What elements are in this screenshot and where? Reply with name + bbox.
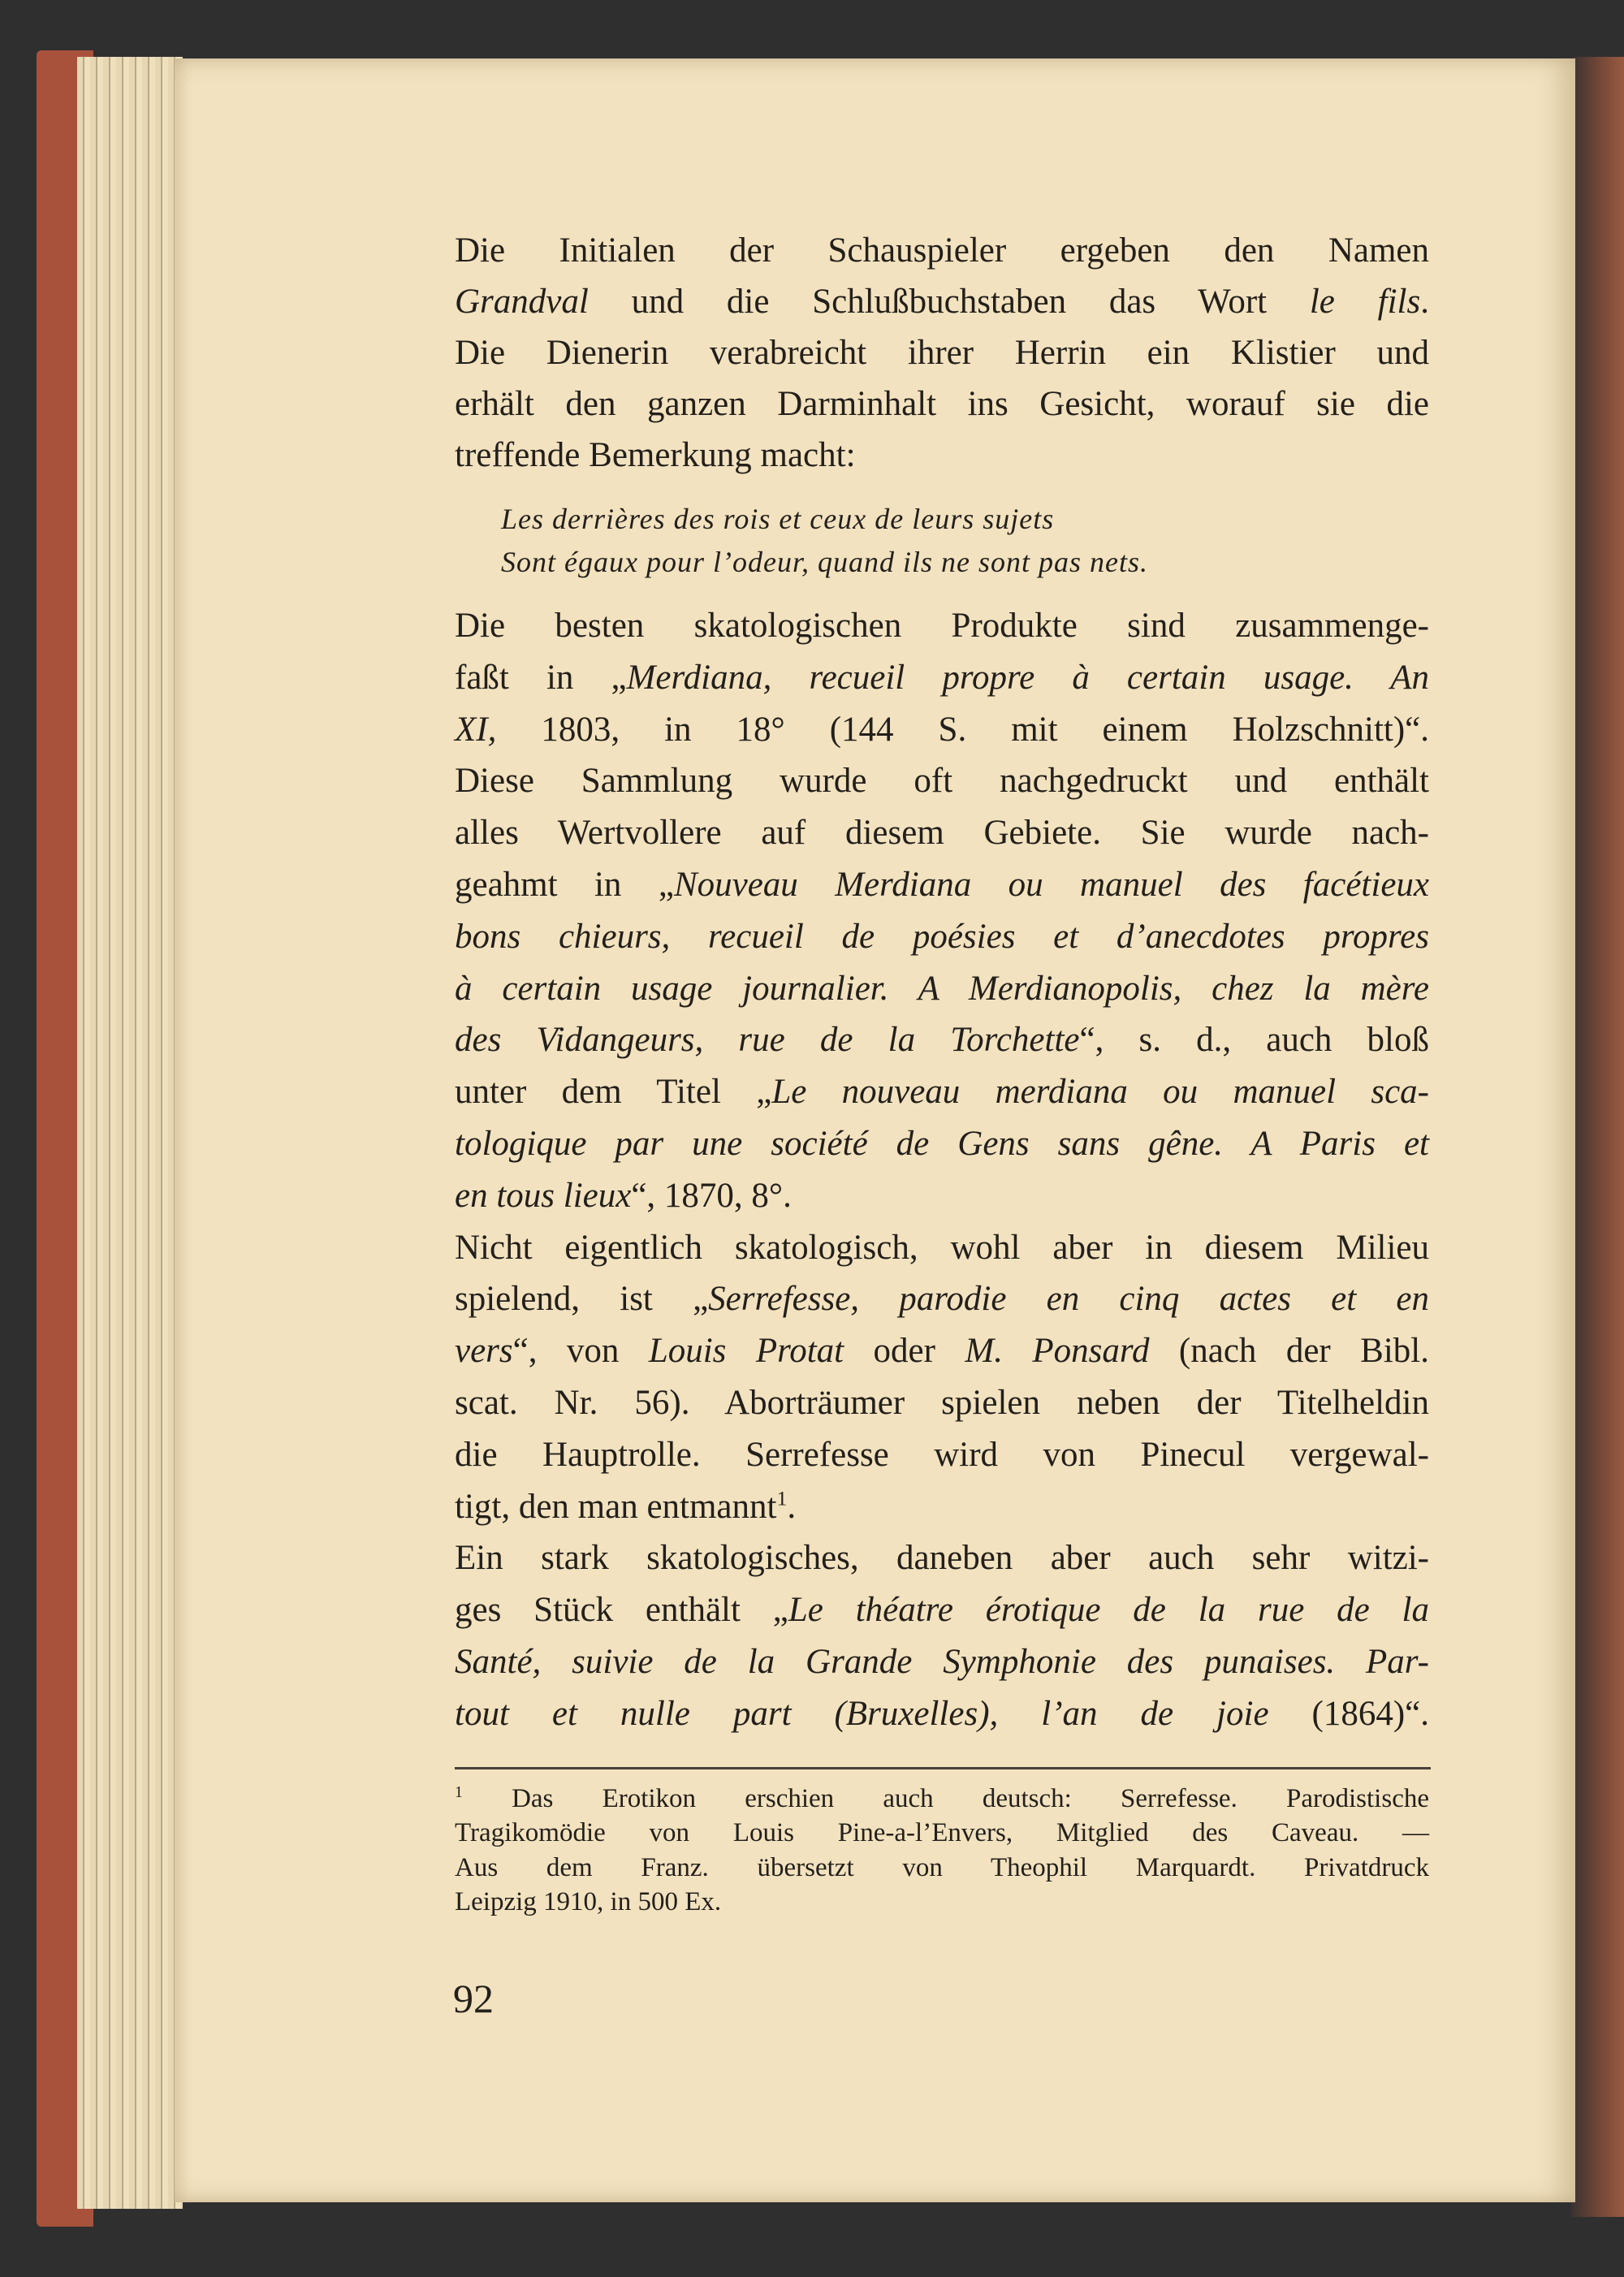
text-segment: spielend, ist „	[455, 1280, 709, 1319]
text-segment: treffende Bemerkung macht:	[455, 436, 856, 474]
footnote-marker: 1	[455, 1783, 463, 1801]
text-segment: geahmt in „	[455, 865, 674, 904]
text-line	[455, 276, 1429, 327]
italic-text: Merdiana, recueil propre à certain usage. An	[626, 658, 1430, 697]
italic-text: XI,	[455, 710, 497, 749]
text-segment: (1864)“.	[1268, 1694, 1429, 1733]
text-segment: und die Schlußbuchstaben das Wort	[588, 283, 1310, 321]
page-number: 92	[453, 1976, 494, 2021]
text-segment: Ein stark skatologisches, daneben aber auch sehr witzi-	[455, 1539, 1429, 1578]
text-segment: Tragikomödie von Louis Pine-a-l’Envers, Mitglied des Caveau. —	[455, 1818, 1429, 1848]
italic-text: Santé, suivie de la Grande Symphonie des punaises. Par-	[455, 1642, 1429, 1681]
footnote	[455, 1782, 1429, 1920]
text-line	[455, 1481, 1429, 1533]
text-segment: Die Dienerin verabreicht ihrer Herrin ein Klistier und	[455, 334, 1429, 372]
italic-text: M. Ponsard	[965, 1332, 1150, 1371]
text-line	[501, 498, 1378, 541]
italic-text: Serrefesse, parodie en cinq actes et en	[708, 1280, 1430, 1319]
text-segment: Diese Sammlung wurde oft nachgedruckt und enthält	[455, 762, 1429, 801]
text-segment: tigt, den man entmannt	[455, 1487, 777, 1526]
text-line	[455, 1014, 1429, 1066]
text-line	[455, 225, 1429, 276]
text-line	[455, 1532, 1429, 1584]
text-segment: Sont égaux pour l’odeur, quand ils ne sont pas nets.	[501, 546, 1148, 578]
italic-text: bons chieurs, recueil de poésies et d’anecdotes propres	[455, 917, 1429, 956]
text-line	[455, 378, 1429, 430]
text-segment: alles Wertvollere auf diesem Gebiete. Sie wurde nach-	[455, 814, 1429, 853]
text-segment: Leipzig 1910, in 500 Ex.	[455, 1887, 722, 1917]
italic-text: Le théatre érotique de la rue de la	[788, 1591, 1429, 1630]
text-segment: Aus dem Franz. übersetzt von Theophil Marquardt. Privatdruck	[455, 1852, 1429, 1882]
text-segment: (nach der Bibl.	[1149, 1332, 1429, 1371]
text-segment: Nicht eigentlich skatologisch, wohl aber in diesem Milieu	[455, 1228, 1429, 1267]
text-segment: die Hauptrolle. Serrefesse wird von Pinecul vergewal-	[455, 1435, 1429, 1474]
italic-text: à certain usage journalier. A Merdianopolis, chez la mère	[455, 969, 1429, 1008]
text-segment: Die besten skatologischen Produkte sind zusammenge-	[455, 607, 1429, 645]
italic-text: le fils	[1309, 283, 1421, 321]
text-line	[455, 1584, 1429, 1636]
text-line	[455, 1222, 1429, 1274]
text-segment: .	[1420, 283, 1429, 321]
italic-text: Grandval	[455, 283, 589, 321]
text-segment: 1803, in 18° (144 S. mit einem Holzschnitt)“.	[496, 710, 1429, 749]
text-line	[455, 1885, 1429, 1919]
text-line	[501, 541, 1378, 584]
text-line	[455, 1429, 1429, 1481]
text-segment: unter dem Titel „	[455, 1073, 772, 1112]
italic-text: tologique par une société de Gens sans gêne. A Paris et	[455, 1124, 1429, 1163]
text-line	[455, 1325, 1429, 1377]
text-line	[455, 704, 1429, 756]
italic-text: en tous lieux	[455, 1176, 632, 1215]
italic-text: Le nouveau merdiana ou manuel sca-	[771, 1073, 1429, 1112]
verse-quote	[501, 498, 1378, 584]
text-line	[455, 1118, 1429, 1170]
text-segment: “, 1870, 8°.	[631, 1176, 792, 1215]
text-line	[455, 1782, 1429, 1816]
text-segment: “, s. d., auch bloß	[1079, 1021, 1429, 1060]
text-segment: oder	[844, 1332, 965, 1371]
text-segment: .	[787, 1487, 797, 1526]
text-line	[455, 327, 1429, 378]
text-line	[455, 1688, 1429, 1740]
text-segment: ges Stück enthält „	[455, 1591, 788, 1630]
text-line	[455, 430, 1429, 481]
text-segment: “, von	[512, 1332, 649, 1371]
italic-text: tout et nulle part (Bruxelles), l’an de joie	[455, 1694, 1269, 1733]
text-line	[455, 1851, 1429, 1885]
paragraph-main	[455, 600, 1429, 1740]
text-line	[455, 1816, 1429, 1850]
text-line	[455, 1066, 1429, 1118]
text-line	[455, 755, 1429, 807]
italic-text: Nouveau Merdiana ou manuel des facétieux	[673, 865, 1429, 904]
paragraph-initialen	[455, 225, 1429, 481]
page-stack-edges	[77, 57, 183, 2209]
text-segment: Les derrières des rois et ceux de leurs sujets	[501, 503, 1055, 535]
italic-text: des Vidangeurs, rue de la Torchette	[455, 1021, 1080, 1060]
text-line	[455, 807, 1429, 859]
text-line	[455, 652, 1429, 704]
text-line	[455, 911, 1429, 963]
italic-text: vers	[455, 1332, 513, 1371]
text-segment: erhält den ganzen Darminhalt ins Gesicht, worauf sie die	[455, 385, 1429, 423]
text-segment: faßt in „	[455, 658, 627, 697]
text-segment: Das Erotikon erschien auch deutsch: Serrefesse. Parodistische	[462, 1784, 1429, 1813]
text-line	[455, 1377, 1429, 1429]
text-segment: Die Initialen der Schauspieler ergeben den Namen	[455, 231, 1429, 270]
italic-text: Louis Protat	[648, 1332, 844, 1371]
text-line	[455, 859, 1429, 911]
text-segment: scat. Nr. 56). Aborträumer spielen neben der Titelheldin	[455, 1383, 1429, 1422]
footnote-marker: 1	[776, 1486, 788, 1510]
book-cover-right-edge	[1571, 57, 1624, 2217]
footnote-rule	[455, 1767, 1431, 1769]
text-line	[455, 1170, 1429, 1222]
text-line	[455, 600, 1429, 652]
text-line	[455, 963, 1429, 1015]
text-line	[455, 1636, 1429, 1688]
text-line	[455, 1273, 1429, 1325]
